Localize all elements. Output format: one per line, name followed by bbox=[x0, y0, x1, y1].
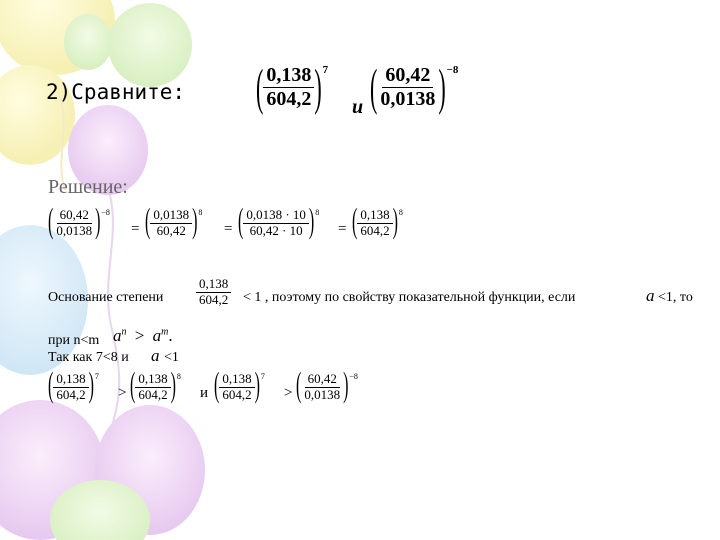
exp-m: m bbox=[161, 326, 169, 338]
since-tail: <1 bbox=[164, 350, 179, 365]
base-a: a bbox=[152, 326, 162, 345]
exp-n: n bbox=[121, 326, 127, 338]
chain-fraction-3: ( $\frac{0,0138 \cdot 10}{60,42 \cdot 10}$ ) 8 bbox=[238, 203, 320, 242]
greater-sign: > bbox=[284, 385, 293, 401]
conclusion-fraction-3: ( $\frac{0,138}{604,2}$ ) 7 bbox=[214, 367, 265, 406]
base-fraction bbox=[196, 277, 231, 308]
fraction-denominator: 604,2 bbox=[138, 386, 168, 402]
exponent: −8 bbox=[446, 64, 459, 76]
base-tail: <1, то bbox=[658, 290, 693, 305]
left-paren: ( bbox=[256, 57, 264, 116]
page-title: 2)Сравните: bbox=[46, 80, 186, 104]
conclusion-fraction-2: ( $\frac{0,138}{604,2}$ ) 8 bbox=[130, 367, 181, 406]
exponent: 8 bbox=[398, 208, 403, 217]
fraction-denominator: 604,2 bbox=[56, 386, 86, 402]
fraction-denominator: 60,42 · 10 bbox=[249, 222, 303, 238]
fraction-numerator: 0,138 bbox=[135, 372, 170, 388]
conclusion-fraction-4: ( $\frac{60,42}{0,0138}$ ) −8 bbox=[296, 367, 358, 406]
chain-fraction-2: ( $\frac{0,0138}{60,42}$ ) 8 bbox=[145, 203, 203, 242]
exponent: 8 bbox=[315, 208, 320, 217]
fraction-numerator: 0,138 bbox=[219, 372, 254, 388]
fraction-numerator: 60,42 bbox=[382, 64, 433, 88]
exponent: −8 bbox=[101, 208, 110, 217]
fraction-numerator: 0,0138 · 10 bbox=[243, 208, 309, 224]
equals-sign: = bbox=[131, 221, 140, 237]
rule-text: при n<m bbox=[48, 333, 100, 348]
solution-heading: Решение: bbox=[48, 176, 128, 198]
fraction-numerator: 0,138 bbox=[263, 64, 314, 88]
fraction-denominator: 604,2 bbox=[266, 88, 312, 110]
fraction-numerator: 0,0138 bbox=[150, 208, 192, 224]
equals-sign: = bbox=[224, 221, 233, 237]
fraction-denominator: 604,2 bbox=[222, 386, 252, 402]
greater-sign: > bbox=[134, 326, 145, 345]
base-text: Основание степени bbox=[48, 290, 164, 305]
exponent: 7 bbox=[322, 64, 329, 76]
chain-fraction-1: ( $\frac{60,42}{0,0138}$ ) −8 bbox=[48, 203, 110, 242]
conjunction: и bbox=[200, 385, 209, 401]
exponent: 8 bbox=[176, 372, 181, 381]
balloon-green-top bbox=[108, 3, 192, 87]
fraction-numerator: 60,42 bbox=[305, 372, 340, 388]
fraction-denominator: 0,0138 bbox=[56, 222, 93, 238]
greater-sign: > bbox=[118, 385, 127, 401]
base-explanation: < 1 , поэтому по свойству показательной функции, если bbox=[243, 290, 576, 305]
fraction-denominator: 60,42 bbox=[156, 222, 186, 238]
since-variable: a bbox=[151, 346, 160, 365]
fraction-numerator: 0,138 bbox=[53, 372, 88, 388]
base-variable: a bbox=[646, 286, 655, 305]
equals-sign: = bbox=[338, 221, 347, 237]
chain-fraction-4: ( $\frac{0,138}{604,2}$ ) 8 bbox=[352, 203, 403, 242]
conclusion-fraction-1: ( $\frac{0,138}{604,2}$ ) 7 bbox=[48, 367, 99, 406]
exponent: 7 bbox=[94, 372, 99, 381]
period: . bbox=[168, 326, 173, 345]
fraction-denominator: 604,2 bbox=[360, 222, 390, 238]
right-paren: ) bbox=[314, 57, 322, 116]
fraction-denominator: 0,0138 bbox=[380, 88, 436, 110]
fraction-denominator: 0,0138 bbox=[304, 386, 341, 402]
right-paren: ) bbox=[438, 57, 446, 116]
fraction-denominator: 604,2 bbox=[199, 291, 229, 307]
since-text: Так как 7<8 и bbox=[48, 350, 129, 365]
rule-inequality bbox=[113, 326, 173, 346]
left-paren: ( bbox=[370, 57, 378, 116]
balloon-green-small bbox=[64, 14, 112, 70]
exponent: 7 bbox=[260, 372, 265, 381]
fraction-numerator: 60,42 bbox=[57, 208, 92, 224]
problem-fraction-2 bbox=[370, 57, 459, 116]
exponent: 8 bbox=[198, 208, 203, 217]
exponent: −8 bbox=[349, 372, 358, 381]
fraction-numerator: 0,138 bbox=[196, 277, 231, 293]
base-a: a bbox=[113, 326, 122, 345]
conjunction: и bbox=[352, 96, 364, 118]
fraction-numerator: 0,138 bbox=[357, 208, 392, 224]
problem-fraction-1 bbox=[256, 57, 329, 116]
